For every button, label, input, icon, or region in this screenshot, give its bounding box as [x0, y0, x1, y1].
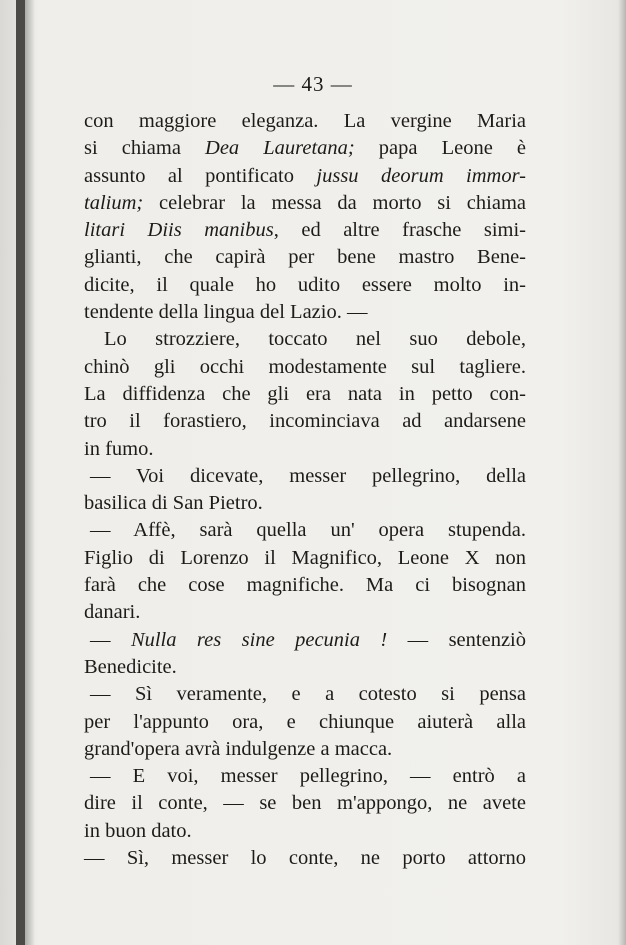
spine-shadow: [25, 0, 35, 945]
text-line: [84, 244, 526, 271]
text-line: [84, 463, 526, 490]
italic-text-run: Dea Lauretana;: [205, 137, 355, 160]
text-run: farà che cose magnifiche. Ma ci bisognan: [84, 574, 526, 597]
text-run: — Sì, messer lo conte, ne porto attorno: [84, 847, 526, 870]
text-run: Lo strozziere, toccato nel suo debole,: [104, 328, 526, 351]
text-run: con maggiore eleganza. La vergine Maria: [84, 110, 526, 132]
page-edge-shadow: [618, 0, 626, 945]
italic-text-run: talium;: [84, 191, 144, 214]
page-number: — 43 —: [273, 72, 353, 96]
text-run: tendente della lingua del Lazio. —: [84, 301, 368, 324]
text-line: [84, 354, 526, 381]
text-run: celebrar la messa da morto si chiama: [143, 191, 526, 214]
text-run: basilica di San Pietro.: [84, 492, 263, 515]
italic-text-run: litari Diis manibus: [84, 219, 274, 242]
text-line: [84, 654, 526, 681]
text-line: [84, 163, 526, 190]
text-line: [84, 490, 526, 517]
text-line: [84, 818, 526, 845]
text-run: tro il forastiero, incominciava ad andarsene: [84, 410, 526, 433]
text-run: in buon dato.: [84, 819, 192, 842]
text-line: [84, 108, 526, 135]
italic-text-run: Nulla res sine pecunia !: [130, 628, 388, 651]
text-line: [84, 681, 526, 708]
text-line: [84, 190, 526, 217]
text-line: [84, 299, 526, 326]
text-line: [84, 217, 526, 244]
text-line: [84, 572, 526, 599]
text-run: si chiama: [84, 137, 206, 160]
text-run: dicite, il quale ho udito essere molto in-: [84, 273, 526, 296]
text-run: papa Leone è: [354, 137, 526, 160]
text-line: [84, 381, 526, 408]
text-run: — Affè, sarà quella un' opera stupenda.: [90, 519, 526, 542]
body-text: [84, 108, 526, 872]
text-run: glianti, che capirà per bene mastro Bene-: [84, 246, 526, 269]
text-line: [84, 599, 526, 626]
text-run: chinò gli occhi modestamente sul tagliere.: [84, 355, 526, 378]
text-line: [84, 408, 526, 435]
text-run: , ed altre frasche simi-: [273, 219, 526, 242]
text-run: — Sì veramente, e a cotesto si pensa: [90, 683, 526, 706]
text-line: [84, 135, 526, 162]
text-line: [84, 627, 526, 654]
text-line: [84, 845, 526, 872]
text-line: [84, 517, 526, 544]
text-line: [84, 709, 526, 736]
text-run: danari.: [84, 601, 141, 624]
text-run: per l'appunto ora, e chiunque aiuterà alla: [84, 710, 526, 733]
text-run: — Voi dicevate, messer pellegrino, della: [90, 464, 526, 487]
text-run: — E voi, messer pellegrino, — entrò a: [90, 765, 526, 788]
text-line: [84, 790, 526, 817]
text-run: Figlio di Lorenzo il Magnifico, Leone X non: [84, 546, 526, 569]
text-run: —: [90, 628, 131, 651]
text-run: Benedicite.: [84, 655, 177, 678]
italic-text-run: jussu deorum immor-: [316, 164, 526, 187]
text-run: in fumo.: [84, 437, 154, 460]
binding-spine: [16, 0, 25, 945]
text-run: dire il conte, — se ben m'appongo, ne avete: [84, 792, 526, 815]
text-run: grand'opera avrà indulgenze a macca.: [84, 737, 393, 760]
text-line: [84, 272, 526, 299]
text-line: [84, 436, 526, 463]
text-run: assunto al pontificato: [84, 164, 317, 187]
text-line: [84, 736, 526, 763]
text-line: [84, 763, 526, 790]
text-run: — sentenziò: [387, 628, 526, 651]
text-line: [84, 326, 526, 353]
text-line: [84, 545, 526, 572]
text-run: La diffidenza che gli era nata in petto con-: [84, 382, 526, 405]
